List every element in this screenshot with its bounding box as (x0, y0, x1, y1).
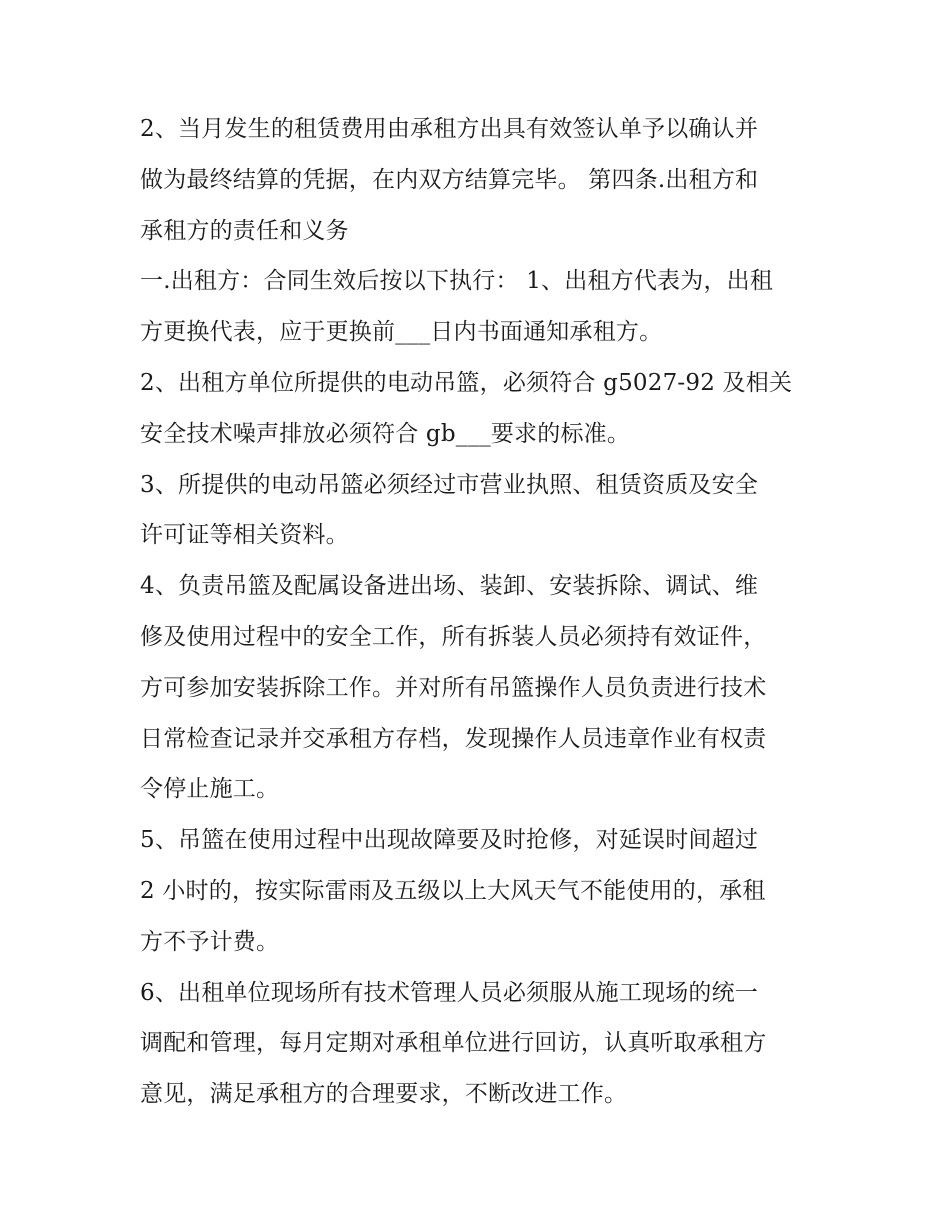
text-line: 许可证等相关资料。 (140, 522, 349, 549)
text-line: 2、当月发生的租赁费用由承租方出具有效签认单予以确认并 (140, 116, 759, 142)
text-line: 做为最终结算的凭据，在内双方结算完毕。 第四条.出租方和 (140, 166, 759, 193)
text-line: 一.出租方：合同生效后按以下执行： 1、出租方代表为，出租 (140, 268, 774, 295)
text-line: 6、出租单位现场所有技术管理人员必须服从施工现场的统一 (140, 979, 759, 1006)
text-line: 意见，满足承租方的合理要求，不断改进工作。 (140, 1081, 628, 1108)
text-line: 安全技术噪声排放必须符合 gb___要求的标准。 (140, 420, 631, 447)
text-line: 修及使用过程中的安全工作，所有拆装人员必须持有效证件， (140, 623, 767, 650)
text-line: 方不予计费。 (140, 928, 280, 955)
text-line: 2、出租方单位所提供的电动吊篮，必须符合 g5027-92 及相关 (140, 369, 793, 396)
text-line: 令停止施工。 (140, 776, 280, 803)
text-line: 方更换代表，应于更换前___日内书面通知承租方。 (140, 319, 663, 346)
text-line: 调配和管理，每月定期对承租单位进行回访，认真听取承租方 (140, 1030, 767, 1057)
text-line: 承租方的责任和义务 (140, 217, 349, 244)
text-line: 2 小时的，按实际雷雨及五级以上大风天气不能使用的，承租 (140, 877, 766, 904)
text-line: 5、吊篮在使用过程中出现故障要及时抢修，对延误时间超过 (140, 827, 759, 854)
document-body (140, 104, 812, 1120)
text-line: 3、所提供的电动吊篮必须经过市营业执照、租赁资质及安全 (140, 471, 759, 498)
text-line: 4、负责吊篮及配属设备进出场、装卸、安装拆除、调试、维 (140, 573, 759, 600)
text-line: 日常检查记录并交承租方存档，发现操作人员违章作业有权责 (140, 725, 767, 752)
text-line: 方可参加安装拆除工作。并对所有吊篮操作人员负责进行技术 (140, 674, 767, 701)
